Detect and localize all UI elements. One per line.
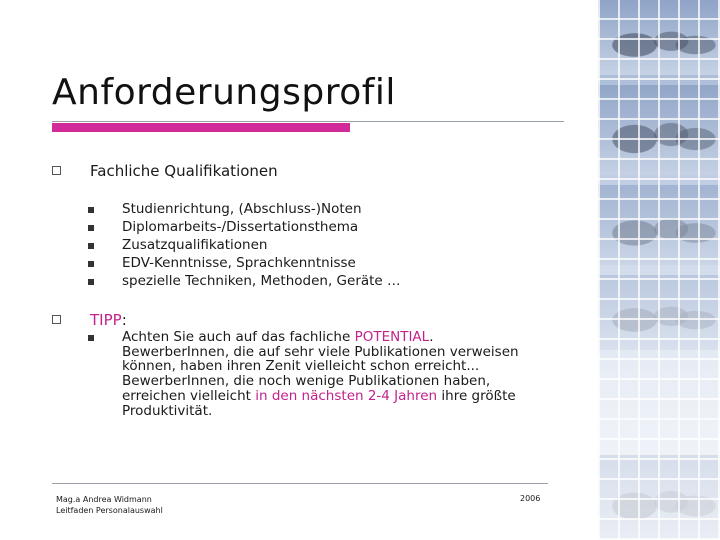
square-bullet-icon (88, 207, 94, 213)
tip-text-run: erreichen vielleicht (122, 387, 256, 404)
list-item-text: spezielle Techniken, Methoden, Geräte … (122, 273, 401, 289)
square-bullet-icon (88, 261, 94, 267)
list-item-text: Zusatzqualifikationen (122, 237, 268, 253)
tip-line: Produktivität. (122, 402, 213, 419)
section-heading (90, 311, 127, 329)
page-title: Anforderungsprofil (52, 72, 396, 113)
potential-highlight: POTENTIAL (354, 329, 430, 345)
title-divider (52, 121, 564, 122)
footer-author-block (56, 494, 163, 516)
tip-text-run: . (429, 329, 434, 345)
square-bullet-icon (88, 335, 94, 341)
tipp-colon: : (121, 311, 127, 329)
footer-author: Mag.a Andrea Widmann (56, 495, 152, 504)
footer-year: 2006 (520, 494, 541, 503)
list-item-text: EDV-Kenntnisse, Sprachkenntnisse (122, 255, 356, 271)
square-bullet-icon (88, 225, 94, 231)
tip-text-run: Achten Sie auch auf das fachliche (122, 329, 355, 345)
list-item-text: Studienrichtung, (Abschluss-)Noten (122, 201, 362, 217)
tip-line: können, haben ihren Zenit vielleicht schon erreicht... (122, 358, 480, 375)
list-item-text: Diplomarbeits-/Dissertationsthema (122, 219, 359, 235)
tip-text (122, 330, 592, 418)
tip-line: BewerberInnen, die noch wenige Publikationen haben, (122, 373, 491, 390)
footer-subtitle: Leitfaden Personalauswahl (56, 506, 163, 515)
square-bullet-icon (88, 243, 94, 249)
tip-text-run: ihre größte (437, 387, 516, 404)
square-bullet-icon (88, 279, 94, 285)
hollow-square-bullet-icon (52, 166, 61, 175)
hollow-square-bullet-icon (52, 315, 61, 324)
tip-line (122, 389, 592, 404)
decorative-photo-strip (598, 0, 720, 540)
section-heading: Fachliche Qualifikationen (90, 162, 278, 180)
tipp-label: TIPP (90, 311, 122, 329)
footer-divider (52, 483, 548, 484)
tip-line (122, 330, 592, 345)
title-accent-bar (52, 123, 350, 132)
tip-line: BewerberInnen, die auf sehr viele Publikationen verweisen (122, 343, 519, 360)
timeframe-highlight: in den nächsten 2-4 Jahren (255, 387, 438, 404)
